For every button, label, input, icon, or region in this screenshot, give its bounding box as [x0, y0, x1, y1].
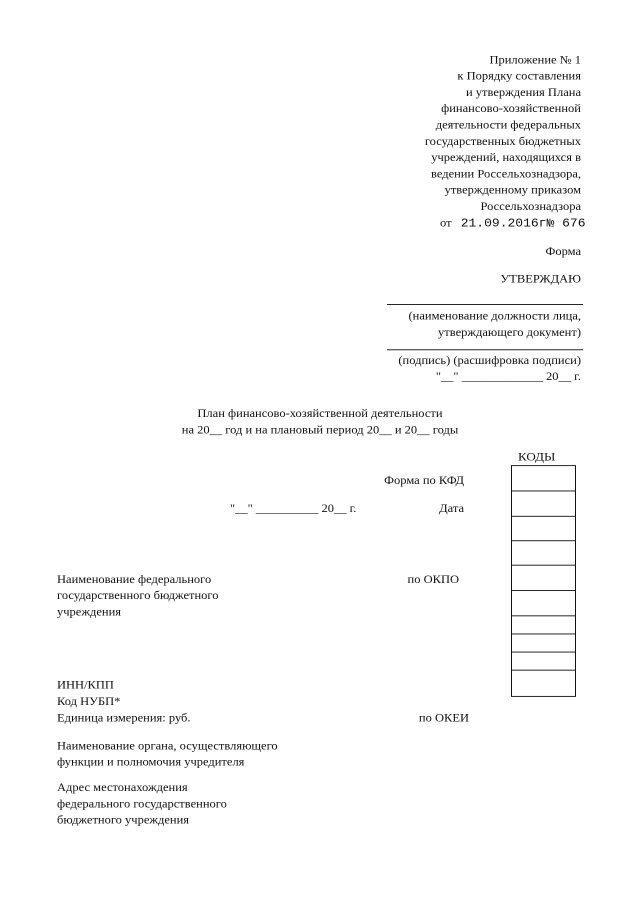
- institution-label: учреждения: [57, 605, 122, 619]
- document-date: "__" __________ 20__ г.: [230, 502, 357, 515]
- signature-line: [387, 349, 583, 350]
- form-kfd-label: Форма по КФД: [384, 474, 464, 487]
- appendix-line: Россельхознадзора: [480, 200, 581, 213]
- position-caption: (наименование должности лица,: [408, 309, 581, 323]
- appendix-line: к Порядку составления: [457, 69, 581, 83]
- approval-date: "__" _____________ 20__ г.: [435, 370, 581, 383]
- code-cell-okpo[interactable]: [512, 566, 575, 591]
- plan-title-line2: на 20__ год и на плановый период 20__ и 20__ годы: [181, 423, 459, 437]
- okpo-label: по ОКПО: [407, 572, 459, 586]
- code-cell-date[interactable]: [512, 491, 575, 516]
- nubp-label: Код НУБП*: [57, 695, 121, 708]
- founder-label: Наименование органа, осуществляющего: [57, 739, 278, 753]
- unit-label: Единица измерения: руб.: [57, 711, 191, 724]
- form-label: Форма: [545, 245, 581, 258]
- appendix-line: Приложение № 1: [489, 53, 581, 67]
- order-date: 21.09.2016г: [460, 216, 547, 230]
- plan-title-line1: План финансово-хозяйственной деятельности: [197, 407, 443, 420]
- address-label: федерального государственного: [57, 797, 227, 810]
- institution-label: государственного бюджетного: [57, 589, 219, 602]
- appendix-line: учреждений, находящихся в: [431, 151, 581, 164]
- appendix-line: деятельности федеральных: [435, 118, 581, 132]
- appendix-line: финансово-хозяйственной: [441, 102, 581, 115]
- appendix-line: государственных бюджетных: [424, 134, 581, 148]
- okei-label: по ОКЕИ: [418, 711, 469, 724]
- codes-header: КОДЫ: [518, 449, 556, 464]
- code-cell-empty[interactable]: [512, 591, 575, 616]
- code-cell-inn[interactable]: [512, 634, 575, 652]
- position-line: [387, 304, 583, 305]
- codes-table: [511, 465, 576, 697]
- address-label: бюджетного учреждения: [57, 813, 190, 827]
- address-label: Адрес местонахождения: [57, 781, 188, 794]
- appendix-line: утвержденному приказом: [444, 183, 581, 197]
- order-ref: [440, 215, 586, 230]
- founder-label: функции и полномочия учредителя: [57, 755, 245, 769]
- inn-kpp-label: ИНН/КПП: [57, 678, 114, 692]
- appendix-line: ведении Россельхознадзора,: [431, 167, 581, 181]
- code-cell-nubp[interactable]: [512, 653, 575, 671]
- code-cell-kfd[interactable]: [512, 466, 575, 491]
- position-caption: утверждающего документ): [438, 325, 581, 339]
- code-cell-okei[interactable]: [512, 671, 575, 696]
- order-prefix: от: [440, 216, 452, 229]
- date-label: Дата: [439, 502, 464, 515]
- code-cell-empty[interactable]: [512, 616, 575, 634]
- code-cell-empty[interactable]: [512, 541, 575, 565]
- appendix-line: и утверждения Плана: [465, 85, 581, 99]
- order-number: № 676: [546, 216, 586, 230]
- signature-caption: (подпись) (расшифровка подписи): [398, 353, 581, 367]
- approve-title: УТВЕРЖДАЮ: [500, 272, 581, 286]
- code-cell-empty[interactable]: [512, 517, 575, 541]
- institution-label: Наименование федерального: [57, 572, 212, 586]
